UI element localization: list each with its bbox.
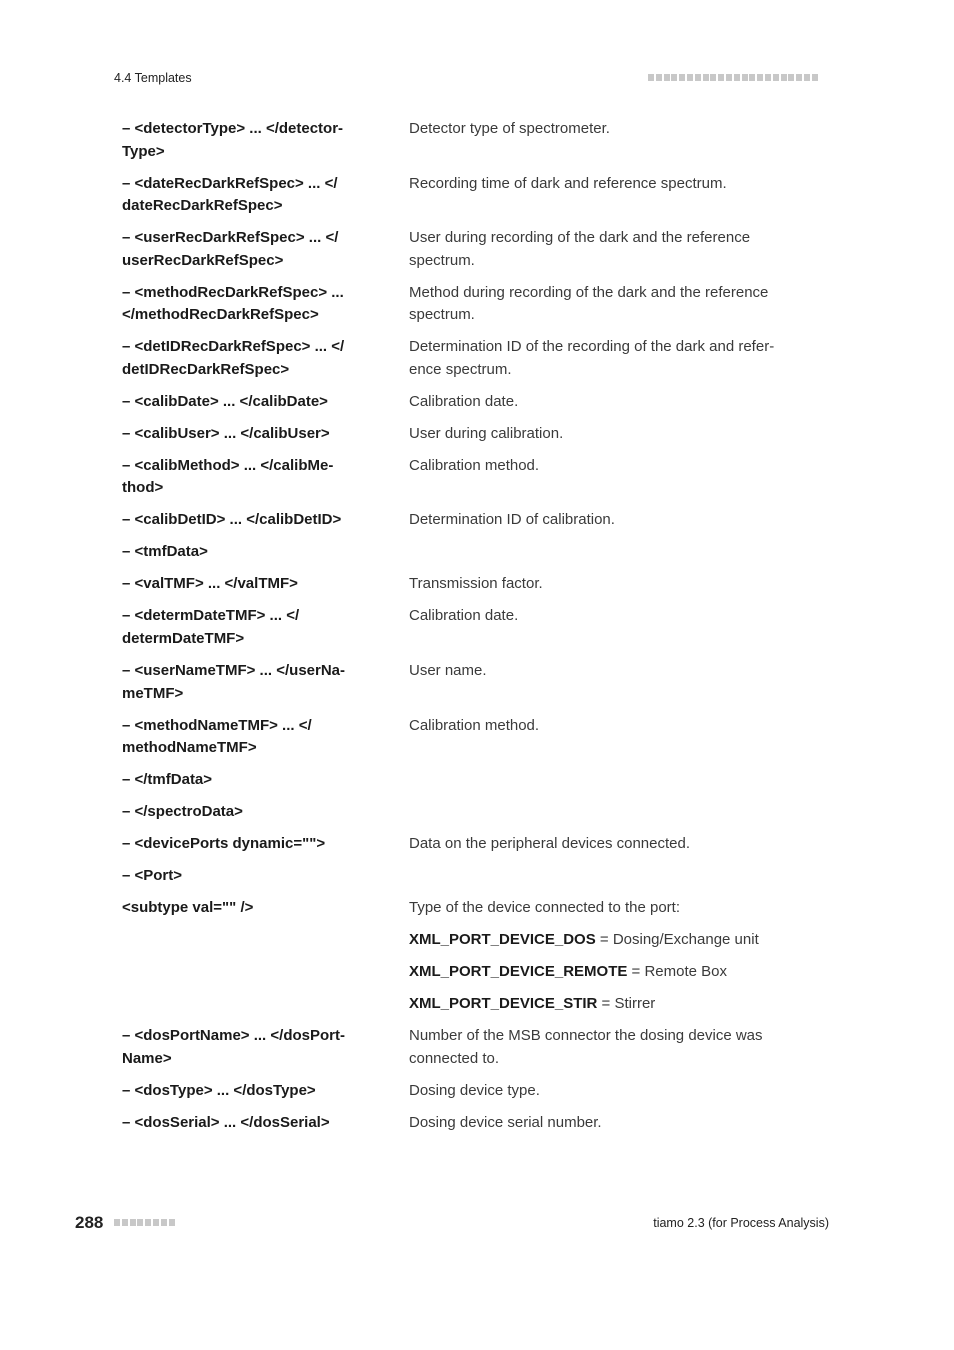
port-constant-meaning: = Stirrer <box>597 995 656 1013</box>
table-row <box>122 715 832 760</box>
element-description <box>409 865 832 888</box>
table-row <box>122 336 832 381</box>
element-description <box>409 660 832 705</box>
description-line: spectrum. <box>409 306 475 324</box>
decoration-dot <box>114 1219 120 1226</box>
table-row <box>122 227 832 272</box>
decoration-dot <box>796 74 802 81</box>
running-header-section: 4.4 Templates <box>114 71 192 85</box>
decoration-dot <box>137 1219 143 1226</box>
element-description <box>409 897 832 920</box>
element-name <box>122 1080 409 1103</box>
element-name-line: – <dosPortName> ... </dosPort- <box>122 1027 345 1044</box>
element-name-line: Name> <box>122 1049 172 1067</box>
description-line: Dosing device type. <box>409 1081 540 1099</box>
description-line: Calibration date. <box>409 607 519 625</box>
table-row <box>122 118 832 163</box>
decoration-dot <box>781 74 787 81</box>
element-name-line: – <userNameTMF> ... </userNa- <box>122 661 346 679</box>
element-name-line: Type> <box>122 142 165 160</box>
element-name-line: <subtype val="" /> <box>122 899 254 917</box>
element-description <box>409 1025 832 1070</box>
footer-decoration-dots <box>114 1219 175 1226</box>
element-name <box>122 1025 409 1070</box>
decoration-dot <box>788 74 794 81</box>
description-line: Method during recording of the dark and the reference <box>409 283 769 301</box>
description-line: Calibration method. <box>409 716 540 734</box>
description-line: User during calibration. <box>409 424 564 442</box>
element-description <box>409 769 832 792</box>
description-line: User name. <box>409 661 487 679</box>
element-name-line: – </tmfData> <box>122 771 213 789</box>
definition-table <box>122 118 832 1144</box>
element-name-line: thod> <box>122 479 164 497</box>
description-line: Number of the MSB connector the dosing device was <box>409 1027 763 1044</box>
table-row <box>122 455 832 500</box>
description-line: Determination ID of the recording of the dark and refer- <box>409 338 775 356</box>
decoration-dot <box>169 1219 175 1226</box>
decoration-dot <box>773 74 779 81</box>
decoration-dot <box>130 1219 136 1226</box>
element-name-line: meTMF> <box>122 684 184 702</box>
element-name <box>122 573 409 596</box>
element-name-line: – <userRecDarkRefSpec> ... </ <box>122 229 339 247</box>
header-decoration-dots <box>648 74 818 81</box>
element-description <box>409 391 832 414</box>
table-row <box>122 605 832 650</box>
element-name <box>122 391 409 414</box>
table-row <box>122 423 832 446</box>
description-line: Type of the device connected to the port: <box>409 899 681 917</box>
element-name <box>122 715 409 760</box>
element-name-line: – <calibDate> ... </calibDate> <box>122 392 328 410</box>
table-row <box>122 769 832 792</box>
element-description <box>409 605 832 650</box>
table-row <box>122 801 832 824</box>
decoration-dot <box>695 74 701 81</box>
element-name <box>122 833 409 856</box>
element-name <box>122 993 409 1016</box>
table-row <box>122 573 832 596</box>
description-line: User during recording of the dark and the reference <box>409 229 751 247</box>
element-name <box>122 423 409 446</box>
element-name-line: determDateTMF> <box>122 629 245 647</box>
element-name-line: – <dosType> ... </dosType> <box>122 1081 316 1099</box>
decoration-dot <box>703 74 709 81</box>
element-name-line: detIDRecDarkRefSpec> <box>122 360 290 378</box>
decoration-dot <box>687 74 693 81</box>
decoration-dot <box>718 74 724 81</box>
element-name-line: – <calibMethod> ... </calibMe- <box>122 456 334 474</box>
description-line: Recording time of dark and reference spectrum. <box>409 174 727 192</box>
element-description <box>409 801 832 824</box>
element-name <box>122 961 409 984</box>
decoration-dot <box>656 74 662 81</box>
element-description <box>409 336 832 381</box>
element-name <box>122 227 409 272</box>
element-description <box>409 509 832 532</box>
element-name <box>122 282 409 327</box>
element-name <box>122 865 409 888</box>
table-row <box>122 1112 832 1135</box>
element-name <box>122 509 409 532</box>
table-row <box>122 391 832 414</box>
element-description <box>409 541 832 564</box>
port-constant-meaning: = Dosing/Exchange unit <box>595 931 759 949</box>
element-name-line: methodNameTMF> <box>122 739 257 757</box>
element-description <box>409 118 832 163</box>
decoration-dot <box>648 74 654 81</box>
description-line: connected to. <box>409 1049 500 1067</box>
element-name <box>122 336 409 381</box>
decoration-dot <box>765 74 771 81</box>
element-description <box>409 961 832 984</box>
table-row <box>122 929 832 952</box>
element-name <box>122 455 409 500</box>
element-description <box>409 715 832 760</box>
element-name-line: dateRecDarkRefSpec> <box>122 197 283 215</box>
element-name-line: </methodRecDarkRefSpec> <box>122 306 319 324</box>
element-name-line: – <Port> <box>122 867 183 885</box>
decoration-dot <box>726 74 732 81</box>
element-name-line: – <determDateTMF> ... </ <box>122 607 300 625</box>
element-description <box>409 1112 832 1135</box>
description-line: ence spectrum. <box>409 360 512 378</box>
element-description <box>409 282 832 327</box>
description-line: Calibration date. <box>409 392 519 410</box>
element-name-line: – <detIDRecDarkRefSpec> ... </ <box>122 338 345 356</box>
element-name <box>122 801 409 824</box>
element-name-line: – <detectorType> ... </detector- <box>122 120 344 137</box>
description-line: Calibration method. <box>409 456 540 474</box>
table-row <box>122 660 832 705</box>
decoration-dot <box>742 74 748 81</box>
port-constant-meaning: = Remote Box <box>627 963 728 981</box>
element-name-line: – <methodRecDarkRefSpec> ... <box>122 283 344 301</box>
element-name-line: – <calibUser> ... </calibUser> <box>122 424 330 442</box>
table-row <box>122 1080 832 1103</box>
element-name <box>122 1112 409 1135</box>
footer-product-name: tiamo 2.3 (for Process Analysis) <box>653 1216 829 1230</box>
decoration-dot <box>734 74 740 81</box>
table-row <box>122 509 832 532</box>
element-name <box>122 769 409 792</box>
element-name-line: – </spectroData> <box>122 803 243 821</box>
element-description <box>409 929 832 952</box>
description-line: Detector type of spectrometer. <box>409 120 610 137</box>
port-constant: XML_PORT_DEVICE_DOS <box>409 931 596 949</box>
description-line: Data on the peripheral devices connected. <box>409 835 691 853</box>
port-constant: XML_PORT_DEVICE_REMOTE <box>409 963 628 981</box>
decoration-dot <box>671 74 677 81</box>
decoration-dot <box>153 1219 159 1226</box>
element-name <box>122 118 409 163</box>
port-constant: XML_PORT_DEVICE_STIR <box>409 995 598 1013</box>
description-line: Transmission factor. <box>409 575 543 593</box>
element-name-line: – <dateRecDarkRefSpec> ... </ <box>122 174 338 192</box>
element-name <box>122 660 409 705</box>
element-description <box>409 1080 832 1103</box>
decoration-dot <box>161 1219 167 1226</box>
element-name-line: userRecDarkRefSpec> <box>122 251 284 269</box>
table-row <box>122 541 832 564</box>
element-name-line: – <dosSerial> ... </dosSerial> <box>122 1113 330 1131</box>
element-name-line: – <methodNameTMF> ... </ <box>122 716 312 734</box>
description-line: spectrum. <box>409 251 475 269</box>
table-row <box>122 173 832 218</box>
element-name <box>122 897 409 920</box>
element-description <box>409 227 832 272</box>
element-name-line: – <valTMF> ... </valTMF> <box>122 575 298 593</box>
element-name-line: – <devicePorts dynamic=""> <box>122 835 326 853</box>
element-description <box>409 833 832 856</box>
table-row <box>122 833 832 856</box>
decoration-dot <box>749 74 755 81</box>
element-name <box>122 605 409 650</box>
table-row <box>122 865 832 888</box>
description-line: Determination ID of calibration. <box>409 511 615 529</box>
page-number: 288 <box>75 1213 104 1232</box>
decoration-dot <box>804 74 810 81</box>
decoration-dot <box>812 74 818 81</box>
decoration-dot <box>664 74 670 81</box>
table-row <box>122 897 832 920</box>
element-name-line: – <calibDetID> ... </calibDetID> <box>122 511 342 529</box>
element-name <box>122 929 409 952</box>
decoration-dot <box>679 74 685 81</box>
description-line: Dosing device serial number. <box>409 1113 602 1131</box>
element-description <box>409 993 832 1016</box>
element-description <box>409 423 832 446</box>
element-description <box>409 455 832 500</box>
table-row <box>122 993 832 1016</box>
element-description <box>409 173 832 218</box>
decoration-dot <box>710 74 716 81</box>
element-name <box>122 541 409 564</box>
table-row <box>122 282 832 327</box>
table-row <box>122 1025 832 1070</box>
element-name-line: – <tmfData> <box>122 543 208 561</box>
decoration-dot <box>145 1219 151 1226</box>
decoration-dot <box>122 1219 128 1226</box>
table-row <box>122 961 832 984</box>
element-name <box>122 173 409 218</box>
decoration-dot <box>757 74 763 81</box>
element-description <box>409 573 832 596</box>
